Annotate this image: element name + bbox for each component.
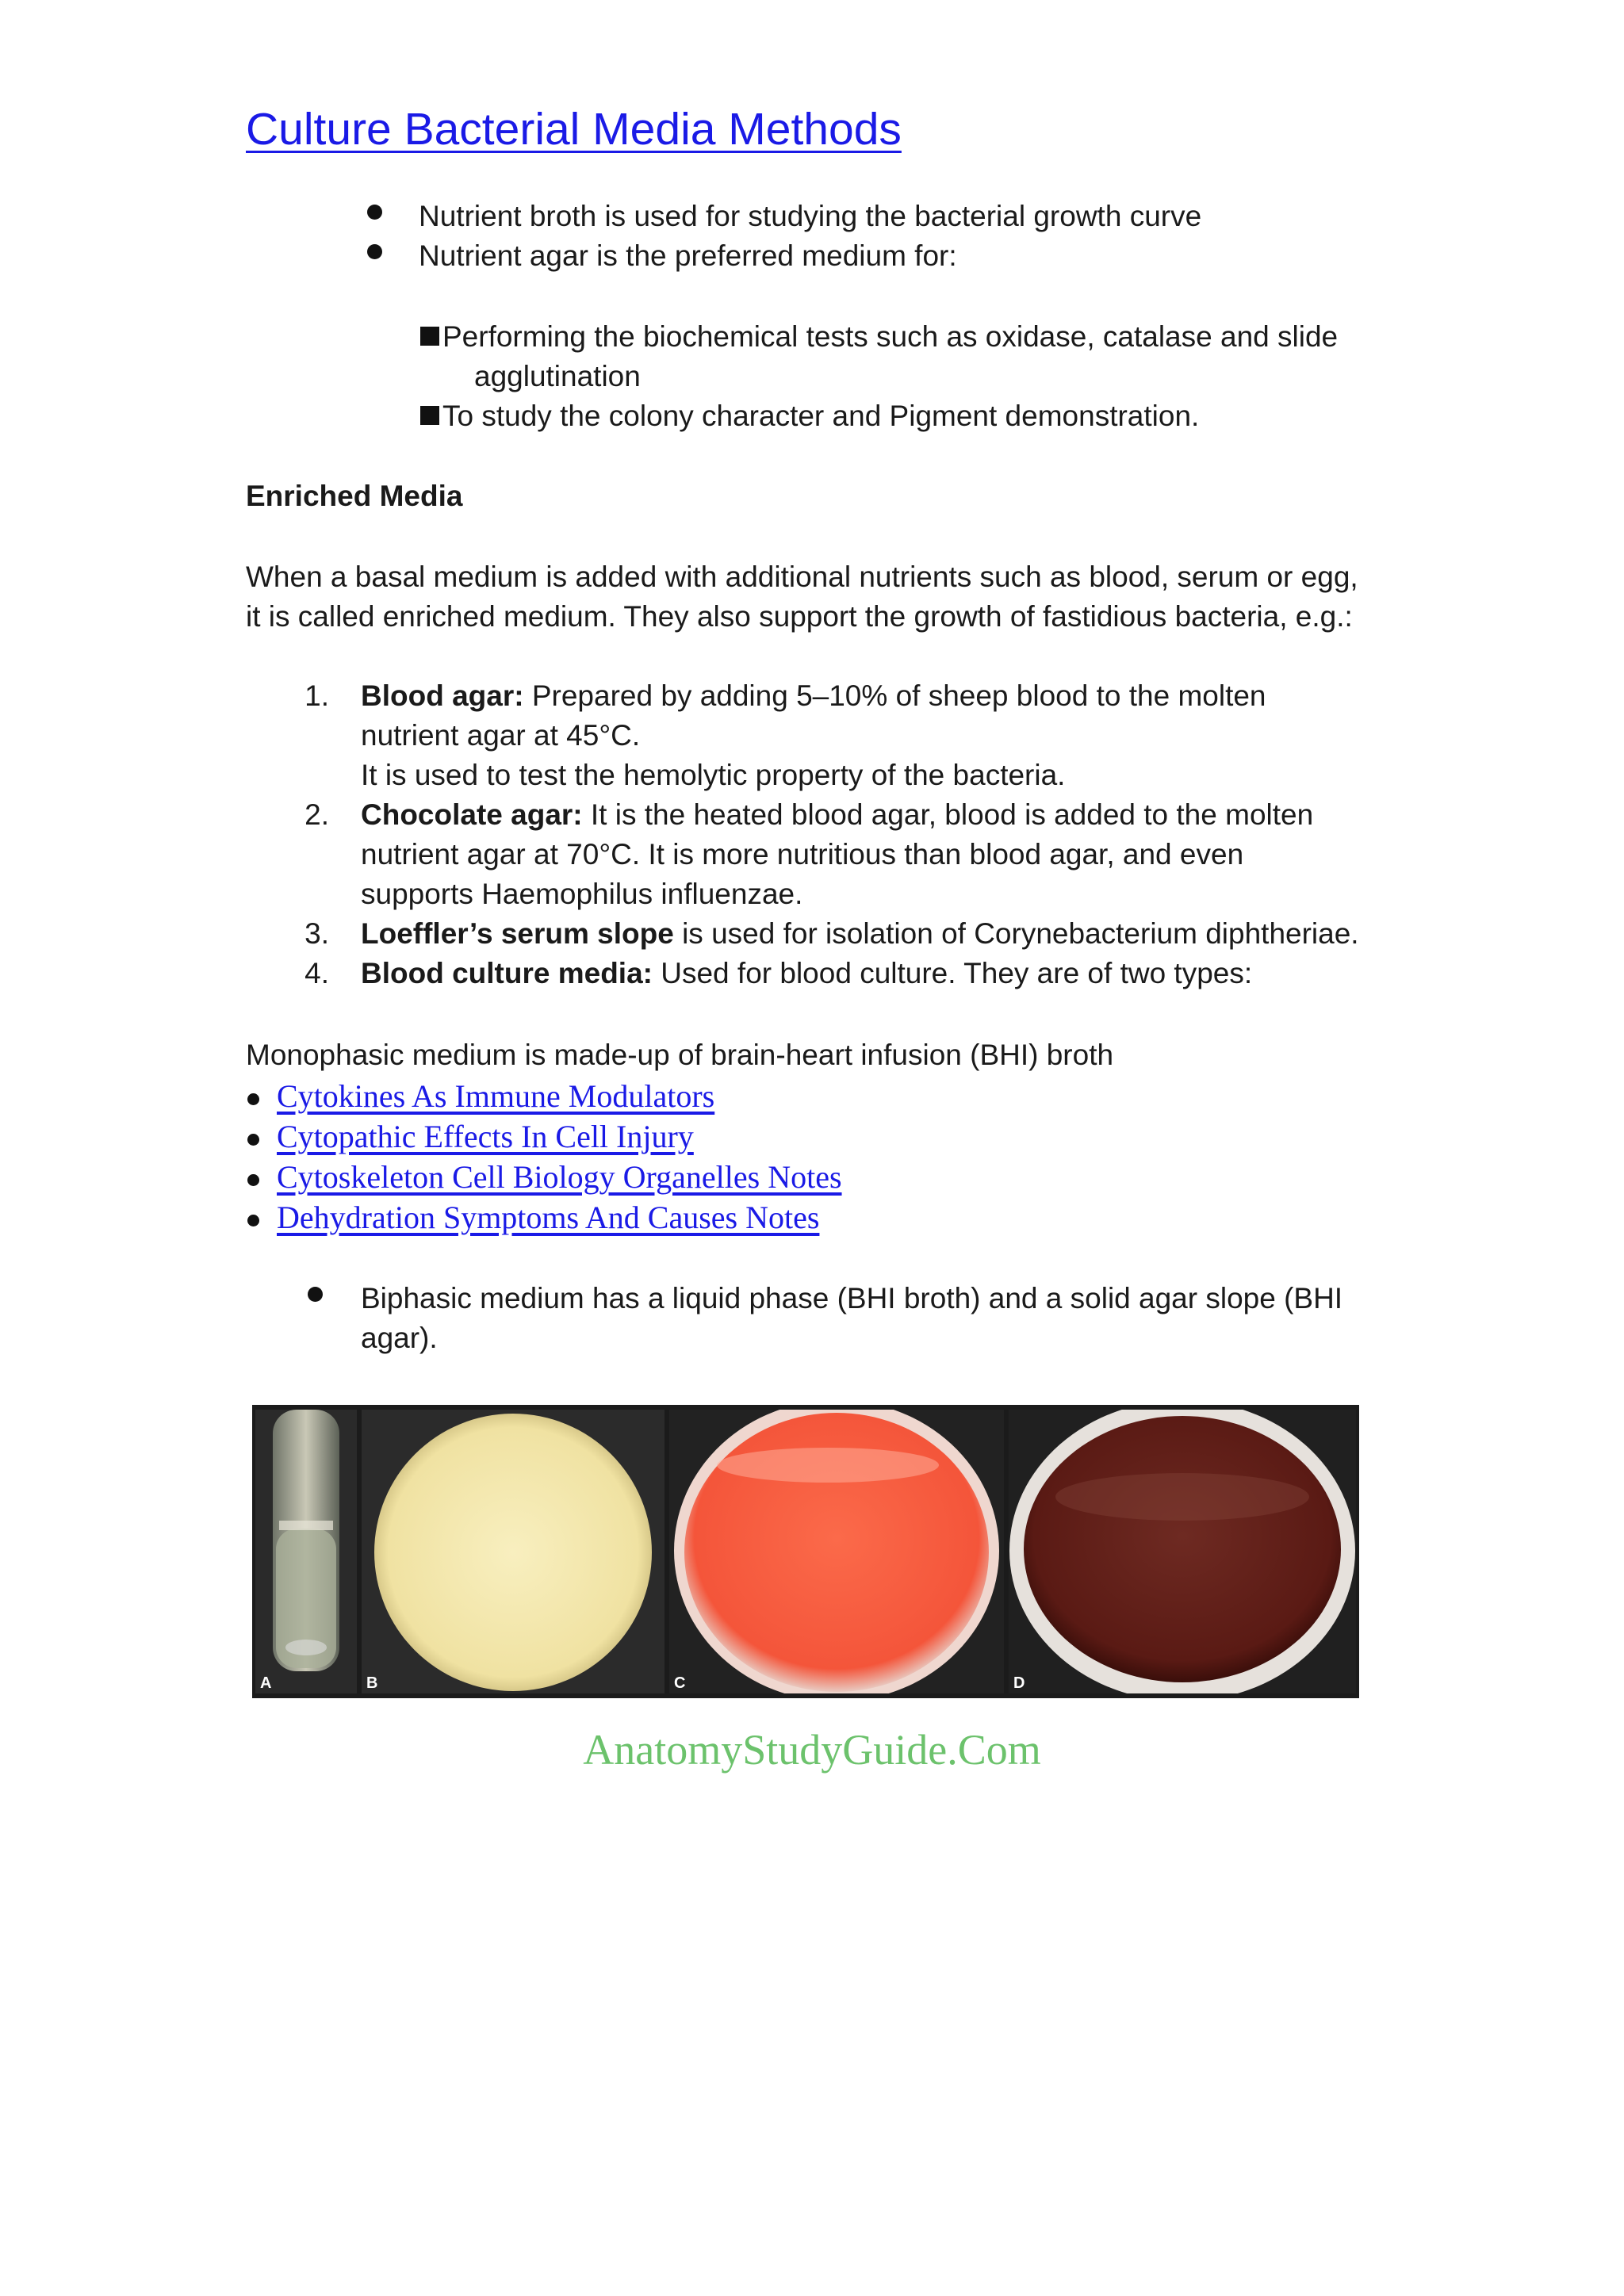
list-item-term: Blood agar: — [361, 679, 524, 712]
list-item-term: Loeffler’s serum slope — [361, 917, 674, 950]
panel-chocolate-agar — [1009, 1410, 1356, 1693]
panel-label: C — [674, 1674, 686, 1692]
related-link[interactable]: Cytoskeleton Cell Biology Organelles Notes — [277, 1159, 842, 1195]
square-bullet-icon — [420, 327, 439, 346]
list-item-text: It is the heated blood agar, blood is added to the molten — [582, 798, 1314, 831]
list-item — [361, 676, 1266, 716]
list-item-term: Blood culture media: — [361, 957, 653, 989]
chocolate-agar-plate-image — [1009, 1410, 1356, 1693]
related-link[interactable]: Cytopathic Effects In Cell Injury — [277, 1119, 694, 1154]
bullet-icon — [308, 1287, 323, 1302]
bullet-text: Nutrient agar is the preferred medium for: — [419, 239, 957, 272]
section-heading: Enriched Media — [246, 480, 463, 512]
bullet-icon — [367, 205, 382, 220]
sub-bullet-text: To study the colony character and Pigment demonstration. — [442, 400, 1200, 432]
page-title[interactable]: Culture Bacterial Media Methods — [246, 104, 902, 155]
panel-nutrient-agar — [362, 1410, 665, 1693]
panel-label: B — [366, 1674, 378, 1692]
list-item-line: nutrient agar at 70°C. It is more nutritious than blood agar, and even — [361, 838, 1244, 871]
related-link[interactable]: Cytokines As Immune Modulators — [277, 1078, 715, 1114]
biphasic-text: Biphasic medium has a liquid phase (BHI broth) and a solid agar slope (BHI — [361, 1282, 1343, 1314]
blood-agar-plate-image — [669, 1410, 1004, 1693]
monophasic-text: Monophasic medium is made-up of brain-heart infusion (BHI) broth — [246, 1039, 1114, 1071]
biphasic-text: agar). — [361, 1322, 438, 1354]
list-number: 2. — [304, 798, 329, 831]
bullet-icon — [367, 244, 382, 259]
bullet-icon — [247, 1134, 259, 1146]
list-item-line: supports Haemophilus influenzae. — [361, 878, 803, 910]
culture-media-figure — [252, 1405, 1359, 1698]
bullet-icon — [247, 1174, 259, 1186]
panel-broth-tube — [255, 1410, 357, 1693]
list-item-term: Chocolate agar: — [361, 798, 583, 831]
panel-blood-agar — [669, 1410, 1004, 1693]
list-item-line: It is used to test the hemolytic property of the bacteria. — [361, 759, 1066, 791]
list-item — [361, 954, 1252, 993]
list-number: 4. — [304, 957, 329, 989]
list-item-text: is used for isolation of Corynebacterium diphtheriae. — [673, 917, 1359, 950]
paragraph-line: it is called enriched medium. They also support the growth of fastidious bacteria, e.g.: — [246, 600, 1353, 633]
list-item-line: nutrient agar at 45°C. — [361, 719, 641, 752]
list-item — [361, 914, 1359, 954]
sub-bullet-text: agglutination — [474, 360, 641, 392]
list-item — [361, 795, 1313, 835]
list-number: 1. — [304, 679, 329, 712]
list-item-text: Prepared by adding 5–10% of sheep blood to the molten — [523, 679, 1266, 712]
bullet-text: Nutrient broth is used for studying the bacterial growth curve — [419, 200, 1202, 232]
list-item-text: Used for blood culture. They are of two types: — [652, 957, 1253, 989]
panel-label: A — [260, 1674, 272, 1692]
bullet-icon — [247, 1215, 259, 1226]
square-bullet-icon — [420, 406, 439, 425]
panel-label: D — [1013, 1674, 1025, 1692]
nutrient-agar-plate-image — [362, 1410, 665, 1693]
related-link[interactable]: Dehydration Symptoms And Causes Notes — [277, 1200, 820, 1235]
bullet-icon — [247, 1093, 259, 1105]
test-tube-image — [255, 1410, 357, 1693]
list-number: 3. — [304, 917, 329, 950]
sub-bullet-text: Performing the biochemical tests such as oxidase, catalase and slide — [442, 320, 1339, 353]
paragraph-line: When a basal medium is added with additional nutrients such as blood, serum or egg, — [246, 561, 1358, 593]
site-watermark: AnatomyStudyGuide.Com — [583, 1726, 1041, 1774]
